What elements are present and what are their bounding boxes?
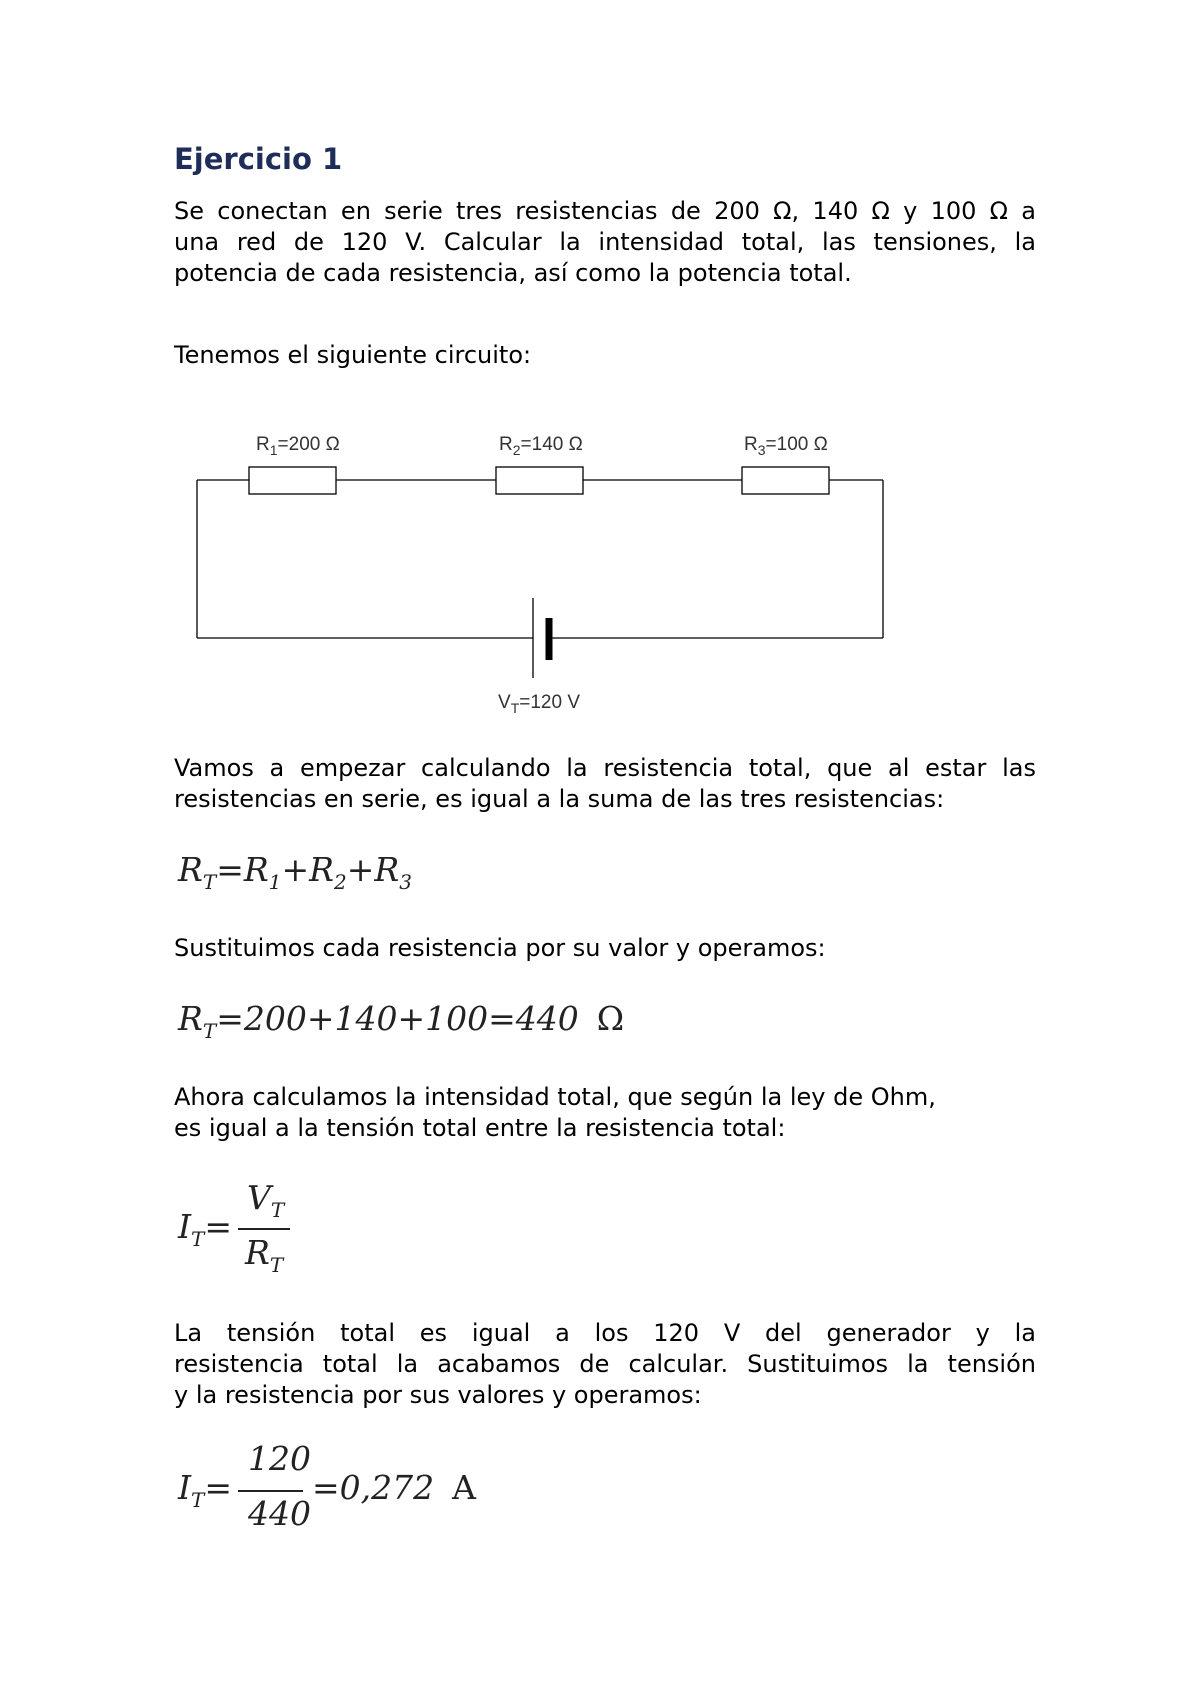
vt-label: $V_T=120$ V (498, 692, 580, 716)
paragraph-intensity-line-1: Ahora calculamos la intensidad total, que según la ley de Ohm, (174, 1083, 936, 1111)
circuit-intro: Tenemos el siguiente circuito: (174, 341, 532, 369)
paragraph-substitute-values-line-3: y la resistencia por sus valores y operamos: (174, 1381, 702, 1409)
problem-statement (174, 196, 1036, 289)
paragraph-total-resistance-line-2: resistencias en serie, es igual a la suma de las tres resistencias: (174, 785, 945, 813)
problem-line-1: Se conectan en serie tres resistencias de 200 Ω, 140 Ω y 100 Ω a (174, 197, 1036, 225)
paragraph-total-resistance (174, 753, 1036, 815)
r3-label: $R_3=100$ Ω (744, 434, 828, 458)
paragraph-substitute-values-line-2: resistencia total la acabamos de calcular. Sustituimos la tensión (174, 1350, 1036, 1378)
problem-line-2: una red de 120 V. Calcular la intensidad total, las tensiones, la (174, 228, 1036, 256)
resistor-r3 (742, 467, 829, 494)
paragraph-substitute-values (174, 1318, 1036, 1411)
paragraph-total-resistance-line-1: Vamos a empezar calculando la resistencia total, que al estar las (174, 754, 1036, 782)
paragraph-substitute-values-line-1: La tensión total es igual a los 120 V del generador y la (174, 1319, 1036, 1347)
problem-line-3: potencia de cada resistencia, así como la potencia total. (174, 259, 852, 287)
document-page: Ejercicio 1 Se conectan en serie tres resistencias de 200 Ω, 140 Ω y 100 Ω a una red de 120 V. Calcular la intensidad total, las tensiones, la potencia de cada resistencia, así como la potencia total. Tenemos el siguiente circuito: $R_1=200$ Ω $R_2=140$ Ω $R_3=100$ Ω $V_T=120$ V Vamos a empezar calculando la resistencia total, que al estar las resistencias en serie, es igual a la suma de las tres resistencias: $R_T=R_1+R_2+R_3$ Sustituimos cada resistencia por su valor y operamos: $R_T=200+140+100=440$ Ω Ahora calculamos la intensidad total, que según la ley de Ohm, es igual a la tensión total entre la resistencia total: $I_T=$ $V_T$ $R_T$ La tensión total es igual a los 120 V del generador y la resistencia total la acabamos de calcular. Sustituimos la tensión y la resistencia por sus valores y operamos: $I_T=$ 120 440 =0,272 A (0, 0, 1200, 1698)
paragraph-intensity-line-2: es igual a la tensión total entre la resistencia total: (174, 1114, 786, 1142)
exercise-title: Ejercicio 1 (174, 142, 343, 176)
fraction-bar (238, 1490, 303, 1492)
equation-total-resistance-value: $R_T=200+140+100=440$ Ω (178, 999, 625, 1043)
fraction-bar (238, 1228, 290, 1230)
resistor-r2 (496, 467, 583, 494)
r1-label: $R_1=200$ Ω (256, 434, 340, 458)
paragraph-substitute: Sustituimos cada resistencia por su valor y operamos: (174, 934, 826, 962)
equation-total-resistance: $R_T=R_1+R_2+R_3$ (178, 850, 412, 894)
r2-label: $R_2=140$ Ω (499, 434, 583, 458)
paragraph-intensity (174, 1082, 1036, 1144)
series-circuit-diagram (0, 420, 1200, 760)
resistor-r1 (249, 467, 336, 494)
